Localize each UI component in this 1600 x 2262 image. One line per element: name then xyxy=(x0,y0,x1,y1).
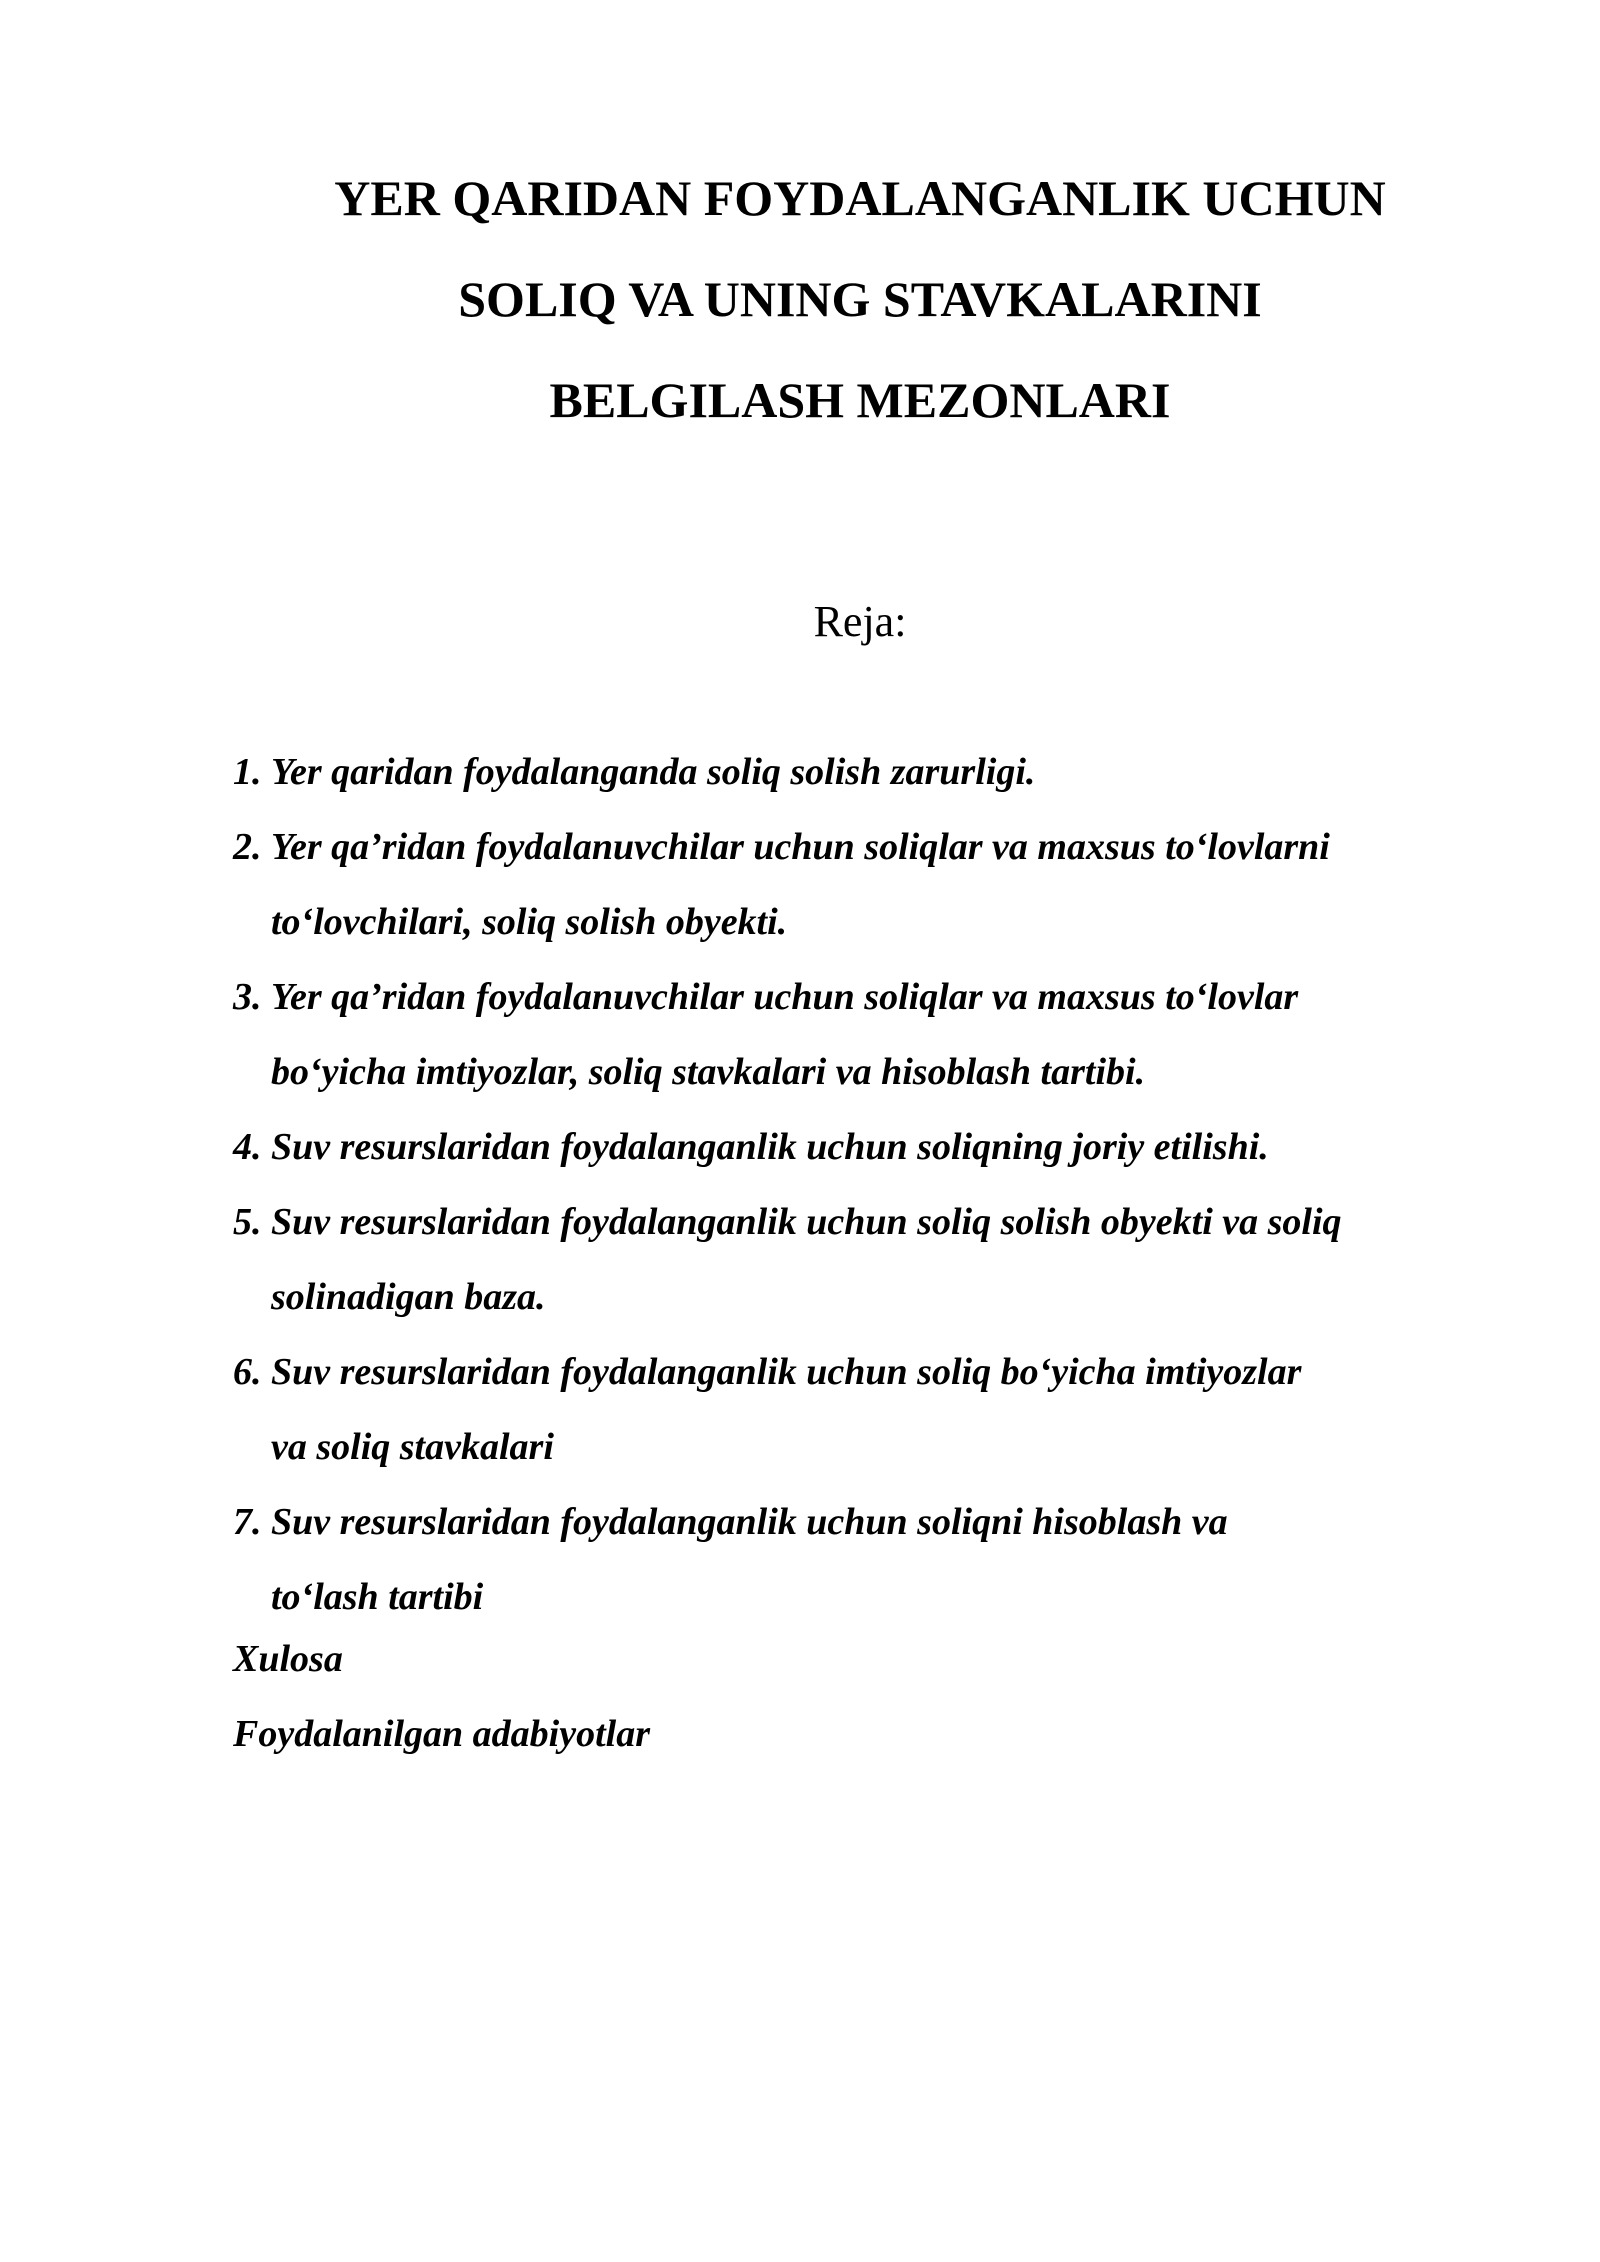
title-line: BELGILASH MEZONLARI xyxy=(549,372,1171,428)
plan-item-text: Yer qa’ridan foydalanuvchilar uchun soliqlar va maxsus to‘lovlar xyxy=(271,976,1299,1018)
plan-list xyxy=(233,735,1533,1635)
plan-item-text: Suv resurslaridan foydalanganlik uchun soliq solish obyekti va soliq xyxy=(271,1201,1342,1243)
plan-item-text: Suv resurslaridan foydalanganlik uchun soliqni hisoblash va xyxy=(271,1501,1228,1543)
plan-item-text: Yer qaridan foydalanganda soliq solish zarurligi. xyxy=(271,751,1036,793)
plan-item-text: to‘lovchilari, soliq solish obyekti. xyxy=(271,901,788,943)
plan-item xyxy=(233,1335,1533,1485)
plan-item xyxy=(233,735,1533,810)
title-line: YER QARIDAN FOYDALANGANLIK UCHUN xyxy=(334,170,1386,226)
title-line: SOLIQ VA UNING STAVKALARINI xyxy=(458,271,1262,327)
plan-item-text: va soliq stavkalari xyxy=(271,1426,554,1468)
plan-item-text: to‘lash tartibi xyxy=(271,1576,484,1618)
plan-item-number: 2. xyxy=(233,826,262,868)
document-title xyxy=(200,148,1520,451)
plan-item-number: 6. xyxy=(233,1351,262,1393)
references-entry: Foydalanilgan adabiyotlar xyxy=(233,1713,650,1755)
plan-item-text: Suv resurslaridan foydalanganlik uchun soliq bo‘yicha imtiyozlar xyxy=(271,1351,1302,1393)
plan-item-text: bo‘yicha imtiyozlar, soliq stavkalari va hisoblash tartibi. xyxy=(271,1051,1146,1093)
plan-item-number: 3. xyxy=(233,976,262,1018)
plan-item xyxy=(233,1110,1533,1185)
plan-item-number: 4. xyxy=(233,1126,262,1168)
plan-item xyxy=(233,1485,1533,1635)
plan-item-number: 1. xyxy=(233,751,262,793)
plan-item-text: solinadigan baza. xyxy=(271,1276,546,1318)
plan-item xyxy=(233,1185,1533,1335)
plan-item xyxy=(233,810,1533,960)
plan-item-number: 5. xyxy=(233,1201,262,1243)
conclusion-entry: Xulosa xyxy=(233,1638,343,1680)
plan-item-text: Yer qa’ridan foydalanuvchilar uchun soliqlar va maxsus to‘lovlarni xyxy=(271,826,1330,868)
plan-item-text: Suv resurslaridan foydalanganlik uchun soliqning joriy etilishi. xyxy=(271,1126,1269,1168)
plan-item xyxy=(233,960,1533,1110)
plan-item-number: 7. xyxy=(233,1501,262,1543)
plan-heading: Reja: xyxy=(813,597,907,646)
